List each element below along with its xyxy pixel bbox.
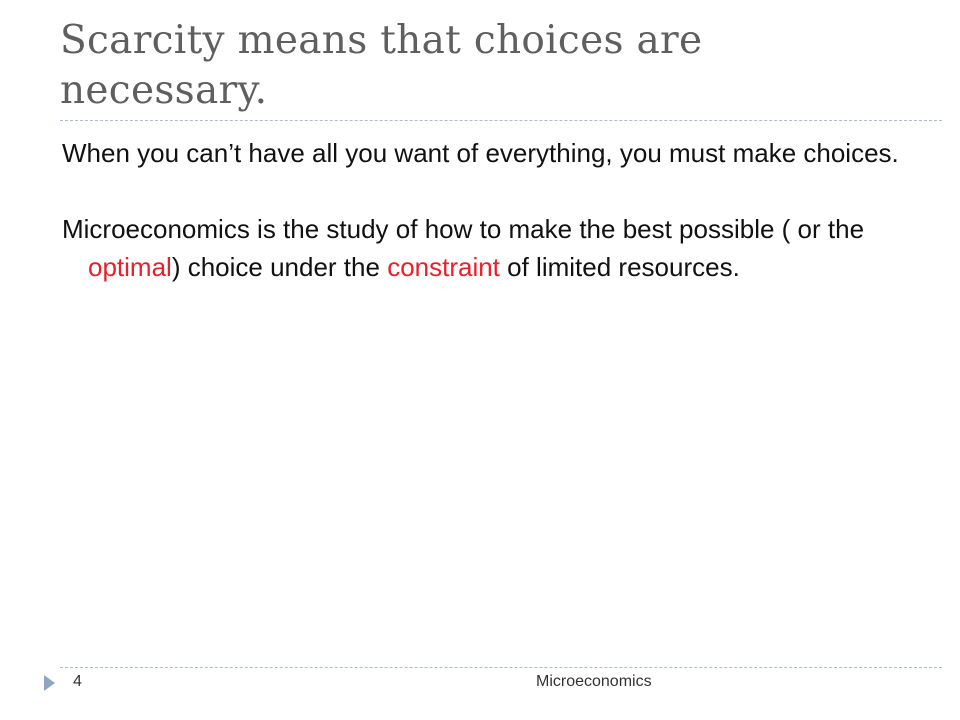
paragraph-microeconomics (62, 210, 912, 286)
slide-title: Scarcity means that choices are necessary. (60, 18, 703, 113)
paragraph-text: of limited resources. (499, 252, 740, 282)
triangle-right-icon (44, 675, 55, 691)
footer-label: Microeconomics (536, 673, 652, 690)
footer-divider (60, 667, 942, 668)
highlight-constraint: constraint (387, 252, 500, 282)
paragraph-text: Microeconomics is the study of how to make the best possible ( or the (62, 214, 865, 244)
page-number: 4 (73, 673, 82, 690)
highlight-optimal: optimal (88, 252, 172, 282)
title-divider (60, 120, 942, 121)
slide-body (62, 134, 912, 324)
paragraph-text: ) choice under the (171, 252, 388, 282)
paragraph-choices: When you can’t have all you want of everything, you must make choices. (62, 138, 899, 168)
